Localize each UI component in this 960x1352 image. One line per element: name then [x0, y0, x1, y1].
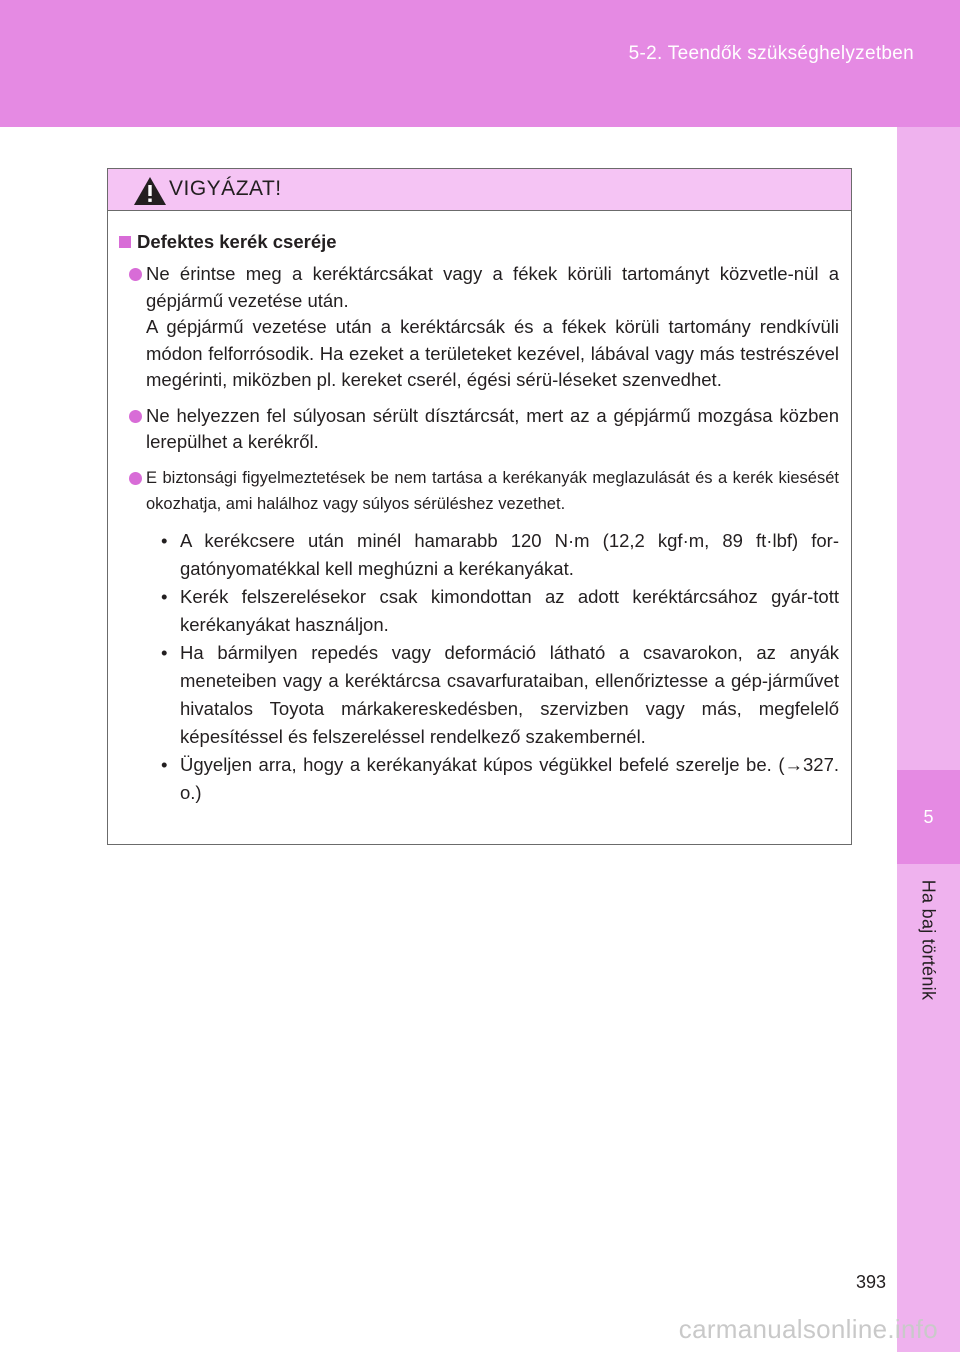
warning-item-text: E biztonsági figyelmeztetések be nem tartása a kerékanyák meglazulását és a kerék kiesését okozhatja, ami halálhoz vagy súlyos sérüléshez vezethet.: [146, 468, 839, 513]
bullet-dot: •: [161, 529, 168, 551]
circle-bullet-icon: [129, 472, 142, 485]
list-item-text: A kerékcsere után minél hamarabb 120 N·m (12,2 kgf·m, 89 ft·lbf) for-gatónyomatékkal kell meghúzni a kerékanyákat.: [180, 529, 839, 579]
warning-title: VIGYÁZAT!: [169, 177, 282, 200]
chapter-number: 5: [923, 807, 934, 827]
square-bullet-icon: [119, 236, 131, 248]
subheading-text: Defektes kerék cseréje: [137, 231, 337, 252]
warning-triangle-icon: [133, 176, 167, 206]
warning-item-text: A gépjármű vezetése után a keréktárcsák és a fékek körüli tartomány rendkívüli módon felforrósodik. Ha ezeket a területeket kezével, lábával vagy más testrészével megérinti, miközben pl. kereket cserél, égési sérü-léseket szenvedhet.: [146, 316, 839, 390]
circle-bullet-icon: [129, 410, 142, 423]
warning-box: [107, 168, 852, 845]
warning-bullet-list: [118, 527, 839, 807]
warning-item: [118, 403, 839, 456]
list-item: [154, 583, 839, 639]
circle-bullet-icon: [129, 268, 142, 281]
list-item: [154, 527, 839, 583]
list-item-text: Ha bármilyen repedés vagy deformáció látható a csavarokon, az anyák meneteiben vagy a keréktárcsa csavarfurataiban, ellenőriztesse a gép-járművet hivatalos Toyota márkakereskedésben, szervizben vagy más, megfelelő képesítéssel és felszereléssel rendelkező szakembernél.: [180, 641, 839, 747]
warning-item-text: Ne helyezzen fel súlyosan sérült dísztárcsát, mert az a gépjármű mozgása közben lerepülhet a kerékről.: [146, 404, 839, 452]
chapter-number-tab: [897, 770, 960, 864]
section-title: 5-2. Teendők szükséghelyzetben: [628, 43, 914, 64]
bullet-dot: •: [161, 585, 168, 607]
list-item: [154, 639, 839, 751]
list-item: [154, 751, 839, 807]
chapter-side-tab: [897, 127, 960, 1352]
warning-item: [118, 261, 839, 394]
warning-body: [108, 211, 851, 807]
chapter-label: Ha baj történik: [918, 879, 939, 1001]
bullet-dot: •: [161, 753, 168, 775]
list-item-text: Kerék felszerelésekor csak kimondottan az adott keréktárcsához gyár-tott kerékanyákat használjon.: [180, 585, 839, 635]
watermark: carmanualsonline.info: [678, 1314, 938, 1344]
warning-item: [118, 465, 839, 518]
page-number: 393: [855, 1272, 886, 1292]
bullet-dot: •: [161, 641, 168, 663]
warning-item-text: Ne érintse meg a keréktárcsákat vagy a fékek körüli tartományt közvetle-nül a gépjármű vezetése után.: [146, 263, 839, 311]
warning-header: [108, 169, 851, 211]
list-item-text: Ügyeljen arra, hogy a kerékanyákat kúpos végükkel befelé szerelje be. (→327. o.): [180, 753, 839, 803]
warning-subheading: [118, 229, 839, 255]
